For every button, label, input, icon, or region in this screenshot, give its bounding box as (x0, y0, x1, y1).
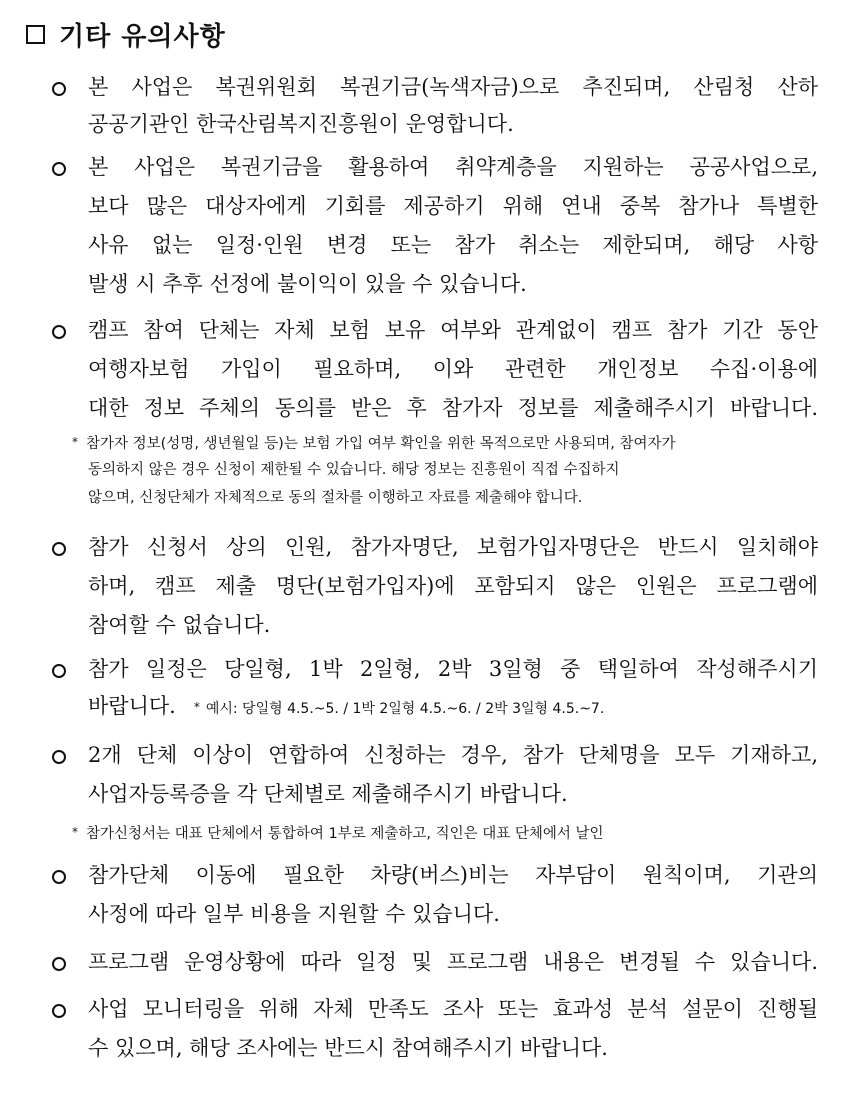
section-heading (26, 14, 226, 54)
asterisk-mark: * (72, 825, 78, 839)
notice-line-text: 바랍니다. (88, 694, 176, 718)
notice-line: 수 있으며, 해당 조사에는 반드시 참여해주시기 바랍니다. (88, 1036, 608, 1060)
notice-line: 발생 시 추후 선정에 불이익이 있을 수 있습니다. (88, 272, 527, 296)
notice-line: 여행자보험 가입이 필요하며, 이와 관련한 개인정보 수집·이용에 (88, 357, 818, 381)
notice-line: 보다 많은 대상자에게 기회를 제공하기 위해 연내 중복 참가나 특별한 (88, 194, 818, 218)
bullet-circle-icon (52, 664, 66, 678)
notice-line: 사업 모니터링을 위해 자체 만족도 조사 또는 효과성 분석 설문이 진행될 (88, 997, 818, 1021)
notice-line: 대한 정보 주체의 동의를 받은 후 참가자 정보를 제출해주시기 바랍니다. (88, 396, 818, 420)
notice-line: 사유 없는 일정·인원 변경 또는 참가 취소는 제한되며, 해당 사항 (88, 233, 818, 257)
notice-line: 참가단체 이동에 필요한 차량(버스)비는 자부담이 원칙이며, 기관의 (88, 863, 818, 887)
bullet-circle-icon (52, 542, 66, 556)
privacy-note-line-2: 동의하지 않은 경우 신청이 제한될 수 있습니다. 해당 정보는 진흥원이 직접 수집하지 (88, 462, 620, 478)
notice-line: 프로그램 운영상황에 따라 일정 및 프로그램 내용은 변경될 수 있습니다. (88, 950, 818, 974)
ballot-box-icon (26, 25, 45, 44)
bullet-circle-icon (52, 82, 66, 96)
privacy-note-text: 참가자 정보(성명, 생년월일 등)는 보험 가입 여부 확인을 위한 목적으로만 사용되며, 참여자가 (86, 436, 676, 452)
notice-line: 2개 단체 이상이 연합하여 신청하는 경우, 참가 단체명을 모두 기재하고, (88, 743, 818, 767)
notice-line: 참여할 수 없습니다. (88, 613, 271, 637)
notice-line: 본 사업은 복권기금을 활용하여 취약계층을 지원하는 공공사업으로, (88, 155, 818, 179)
bullet-circle-icon (52, 957, 66, 971)
asterisk-mark: * (72, 435, 78, 449)
joint-application-text: 참가신청서는 대표 단체에서 통합하여 1부로 제출하고, 직인은 대표 단체에서 날인 (86, 826, 604, 842)
section-title: 기타 유의사항 (59, 21, 226, 52)
asterisk-mark: * (193, 700, 200, 714)
bullet-circle-icon (52, 870, 66, 884)
privacy-note-line-1 (72, 430, 676, 454)
notice-line: 참가 신청서 상의 인원, 참가자명단, 보험가입자명단은 반드시 일치해야 (88, 535, 818, 559)
notice-line (88, 691, 604, 721)
bullet-circle-icon (52, 1004, 66, 1018)
bullet-circle-icon (52, 162, 66, 176)
privacy-note-line-3: 않으며, 신청단체가 자체적으로 동의 절차를 이행하고 자료를 제출해야 합니다. (88, 490, 583, 506)
notice-line: 하며, 캠프 제출 명단(보험가입자)에 포함되지 않은 인원은 프로그램에 (88, 574, 818, 598)
notice-line: 캠프 참여 단체는 자체 보험 보유 여부와 관계없이 캠프 참가 기간 동안 (88, 318, 818, 342)
bullet-circle-icon (52, 325, 66, 339)
notice-line: 사업자등록증을 각 단체별로 제출해주시기 바랍니다. (88, 782, 568, 806)
notice-line: 참가 일정은 당일형, 1박 2일형, 2박 3일형 중 택일하여 작성해주시기 (88, 657, 818, 681)
notice-line: 사정에 따라 일부 비용을 지원할 수 있습니다. (88, 902, 500, 926)
schedule-example-text: 예시: 당일형 4.5.~5. / 1박 2일형 4.5.~6. / 2박 3일형 4.5.~7. (205, 701, 605, 717)
bullet-circle-icon (52, 750, 66, 764)
notice-line: 본 사업은 복권위원회 복권기금(녹색자금)으로 추진되며, 산림청 산하 (88, 75, 818, 99)
schedule-example-note (194, 701, 604, 717)
notice-line: 공공기관인 한국산림복지진흥원이 운영합니다. (88, 112, 514, 136)
joint-application-note (72, 820, 604, 844)
